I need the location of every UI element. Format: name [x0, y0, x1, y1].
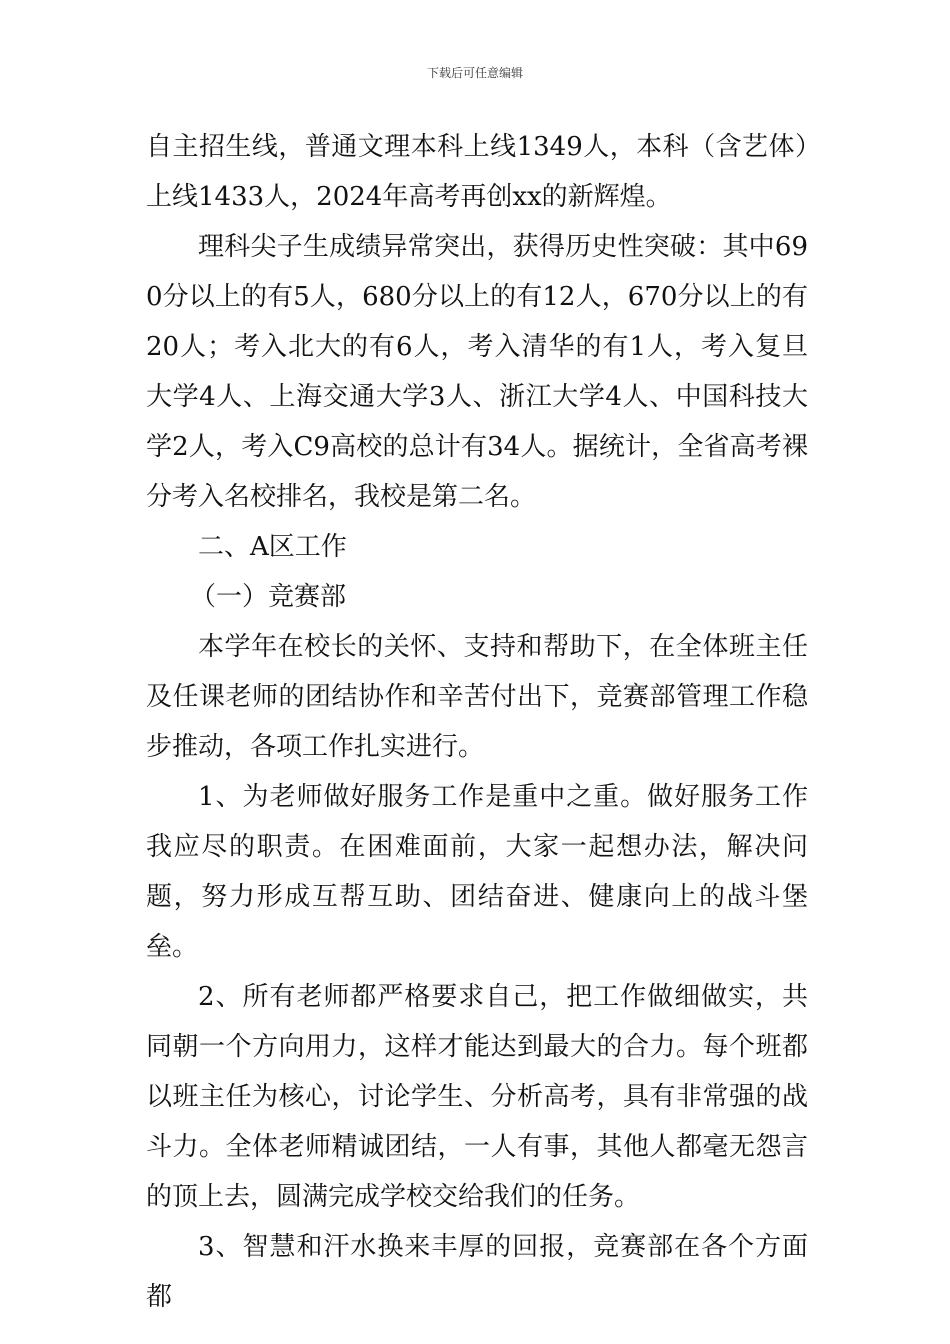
paragraph-intro: 本学年在校长的关怀、支持和帮助下，在全体班主任及任课老师的团结协作和辛苦付出下，竞赛部管理工作稳步推动，各项工作扎实进行。 [146, 632, 808, 762]
paragraph-item-3: 3、智慧和汗水换来丰厚的回报，竞赛部在各个方面都 [146, 1232, 808, 1312]
document-body [146, 122, 808, 1322]
paragraph-item-2: 2、所有老师都严格要求自己，把工作做细做实，共同朝一个方向用力，这样才能达到最大的合力。每个班都以班主任为核心，讨论学生、分析高考，具有非常强的战斗力。全体老师精诚团结，一人有事，其他人都毫无怨言的顶上去，圆满完成学校交给我们的任务。 [146, 982, 808, 1212]
section-heading-a-district: 二、A区工作 [198, 532, 347, 562]
paragraph-item-1: 1、为老师做好服务工作是重中之重。做好服务工作我应尽的职责。在困难面前，大家一起想办法，解决问题，努力形成互帮互助、团结奋进、健康向上的战斗堡垒。 [146, 782, 808, 962]
subsection-heading-competition-dept: （一）竞赛部 [190, 582, 347, 612]
paragraph-continuation: 自主招生线，普通文理本科上线1349人，本科（含艺体）上线1433人，2024年高考再创xx的新辉煌。 [146, 132, 808, 212]
page-header-note: 下载后可任意编辑 [426, 66, 523, 80]
paragraph-science-results: 理科尖子生成绩异常突出，获得历史性突破：其中690分以上的有5人，680分以上的有12人，670分以上的有20人；考入北大的有6人，考入清华的有1人，考入复旦大学4人、上海交通大学3人、浙江大学4人、中国科技大学2人，考入C9高校的总计有34人。据统计，全省高考裸分考入名校排名，我校是第二名。 [146, 232, 808, 512]
